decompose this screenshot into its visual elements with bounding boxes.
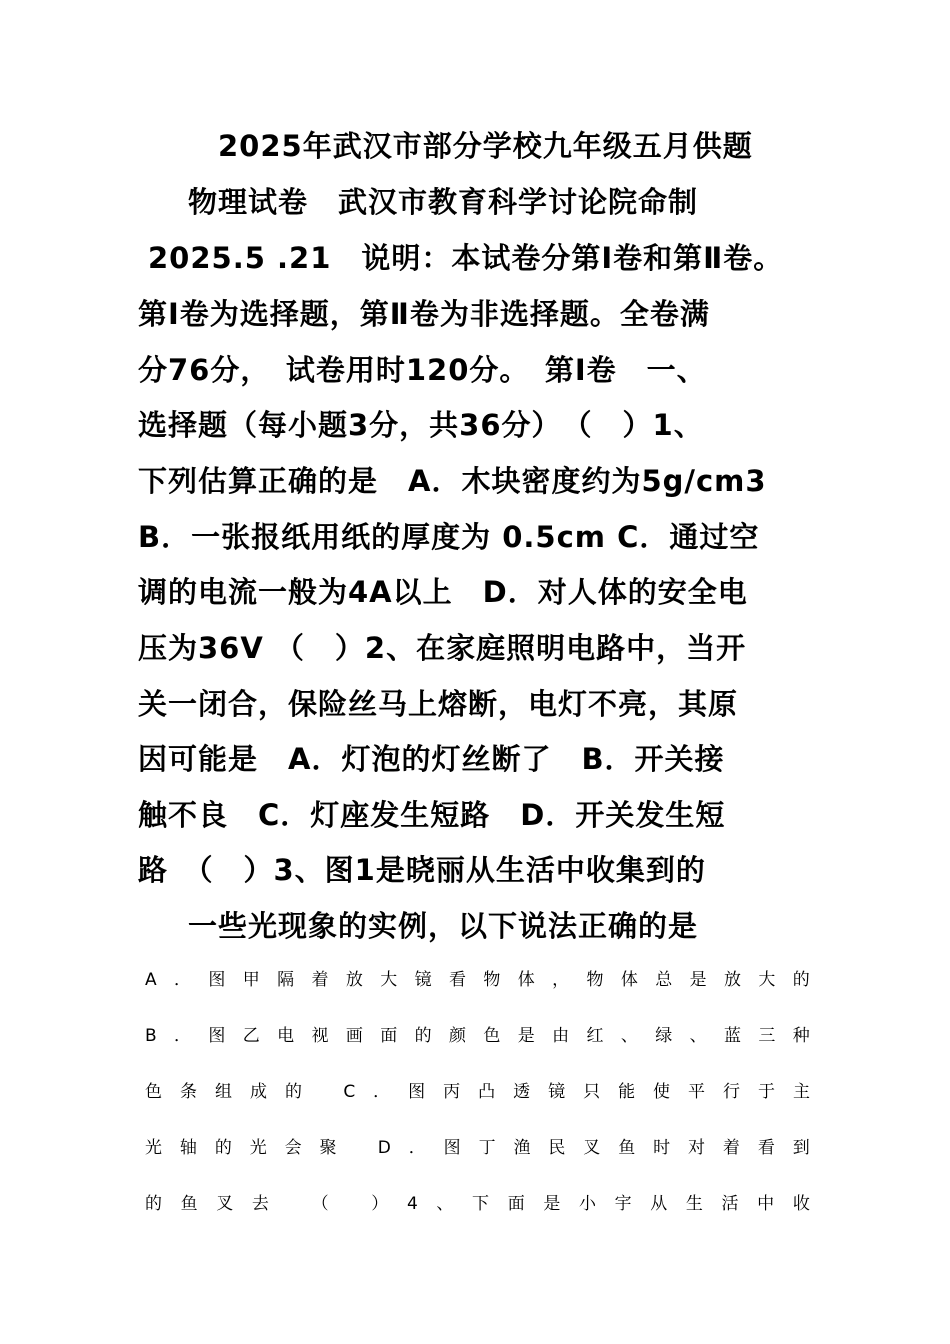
option-line [145,1024,810,1048]
option-char: ） [371,1194,389,1214]
option-char: 画 [345,1026,363,1046]
option-char: 颜 [449,1026,467,1046]
body-line: 分76分， 试卷用时120分。 第Ⅰ卷 一、 [138,353,707,387]
option-char: 主 [792,1082,810,1102]
option-char: 透 [513,1082,531,1102]
option-char: 三 [758,1026,776,1046]
option-char: 镜 [414,970,432,990]
option-char: B [145,1026,157,1046]
option-char: 收 [792,1194,810,1214]
option-char: 的 [284,1082,302,1102]
option-char: 光 [145,1138,162,1158]
option-char: 面 [507,1194,525,1214]
option-char: 叉 [216,1194,234,1214]
option-char: 是 [517,1026,535,1046]
option-char [354,1136,359,1160]
option-char: 行 [723,1082,741,1102]
option-char: 面 [380,1026,398,1046]
option-char: 总 [655,970,673,990]
option-char: 中 [757,1194,775,1214]
option-char: 渔 [513,1138,531,1158]
option-char: A [145,970,157,990]
option-char: 鱼 [180,1194,198,1214]
option-char: 只 [583,1082,601,1102]
option-char: 宇 [614,1194,632,1214]
option-char: 体 [620,970,638,990]
option-char: 体 [517,970,535,990]
option-char: 镜 [548,1082,566,1102]
option-char: 的 [792,970,810,990]
option-char: 鱼 [618,1138,636,1158]
option-char: 民 [548,1138,566,1158]
option-char: 叉 [583,1138,601,1158]
option-char: 是 [689,970,707,990]
option-char: 成 [249,1082,267,1102]
option-char: 丁 [478,1138,496,1158]
option-char: 由 [552,1026,570,1046]
option-char: 种 [792,1026,810,1046]
option-char: 放 [724,970,742,990]
option-char: 生 [685,1194,703,1214]
option-char: 蓝 [724,1026,742,1046]
option-char: 大 [758,970,776,990]
option-char: 的 [145,1194,162,1214]
option-char: 去 [251,1194,269,1214]
option-line [145,968,810,992]
option-char: 、 [436,1194,454,1214]
option-char: 4 [406,1194,418,1214]
option-char: ． [373,1082,391,1102]
option-char: 看 [757,1138,775,1158]
option-line [145,1192,810,1216]
question-line: 选择题（每小题3分，共36分） （ ）1、 [138,408,704,442]
option-char: 视 [311,1026,329,1046]
option-char: 会 [284,1138,302,1158]
exam-subtitle: 物理试卷 武汉市教育科学讨论院命制 [188,185,699,219]
body-line: 第Ⅰ卷为选择题，第Ⅱ卷为非选择题。全卷满 [138,297,710,331]
body-line: 2025.5 .21 说明：本试卷分第Ⅰ卷和第Ⅱ卷。 [148,241,784,275]
question-line: 下列估算正确的是 A．木块密度约为5g/cm3 [138,464,767,498]
option-char: 、 [689,1026,707,1046]
option-char: 看 [449,970,467,990]
option-char [320,1080,325,1104]
option-char: ． [174,1026,192,1046]
option-char: 图 [408,1082,426,1102]
option-char: 能 [618,1082,636,1102]
option-char: 色 [483,1026,501,1046]
option-char [288,1192,293,1216]
option-char: 、 [620,1026,638,1046]
option-char: 甲 [242,970,260,990]
option-char: 平 [688,1082,706,1102]
option-char: 图 [208,1026,226,1046]
option-char: 图 [208,970,226,990]
option-char: 物 [483,970,501,990]
option-char: 放 [345,970,363,990]
option-char: 下 [472,1194,490,1214]
option-char: 电 [277,1026,295,1046]
option-char: 丙 [443,1082,461,1102]
option-char: 使 [653,1082,671,1102]
option-char: 色 [145,1082,162,1102]
option-char: 红 [586,1026,604,1046]
exam-title: 2025年武汉市部分学校九年级五月供题 [218,129,753,163]
option-char: D [377,1138,391,1158]
question-line: 一些光现象的实例，以下说法正确的是 [188,909,699,943]
option-char: 于 [758,1082,775,1102]
option-char [347,1192,352,1216]
option-char: 着 [311,970,329,990]
option-char: 到 [792,1138,810,1158]
option-char: 凸 [478,1082,496,1102]
option-char: 隔 [277,970,295,990]
option-char: C [343,1082,356,1102]
option-char: 活 [721,1194,739,1214]
option-char: 时 [653,1138,671,1158]
option-char: ． [408,1138,426,1158]
option-char: ， [552,970,570,990]
question-line: 因可能是 A．灯泡的灯丝断了 B．开关接 [138,742,725,776]
option-char: 图 [443,1138,461,1158]
option-char: ． [174,970,192,990]
option-char: 轴 [179,1138,197,1158]
option-char: 的 [414,1026,432,1046]
option-char: 大 [380,970,398,990]
option-char: （ [311,1194,329,1214]
question-line: 触不良 C．灯座发生短路 D．开关发生短 [138,798,726,832]
option-char: 组 [214,1082,232,1102]
option-char: 对 [688,1138,705,1158]
question-line: 调的电流一般为4A以上 D．对人体的安全电 [138,575,748,609]
question-line: B．一张报纸用纸的厚度为 0.5cm C．通过空 [138,520,760,554]
option-line [145,1136,810,1160]
question-line: 压为36V （ ）2、在家庭照明电路中，当开 [138,631,747,665]
question-line: 路 （ ）3、图1是晓丽从生活中收集到的 [138,853,706,887]
option-char: 绿 [655,1026,673,1046]
option-char: 乙 [242,1026,260,1046]
option-char: 从 [650,1194,668,1214]
option-char: 条 [179,1082,197,1102]
option-char: 着 [722,1138,740,1158]
option-char: 的 [214,1138,232,1158]
option-char: 物 [586,970,604,990]
option-char: 光 [249,1138,267,1158]
question-line: 关一闭合，保险丝马上熔断，电灯不亮，其原 [138,687,739,721]
option-char: 小 [578,1194,596,1214]
option-char: 聚 [319,1138,337,1158]
option-line [145,1080,810,1104]
option-char: 是 [543,1194,561,1214]
